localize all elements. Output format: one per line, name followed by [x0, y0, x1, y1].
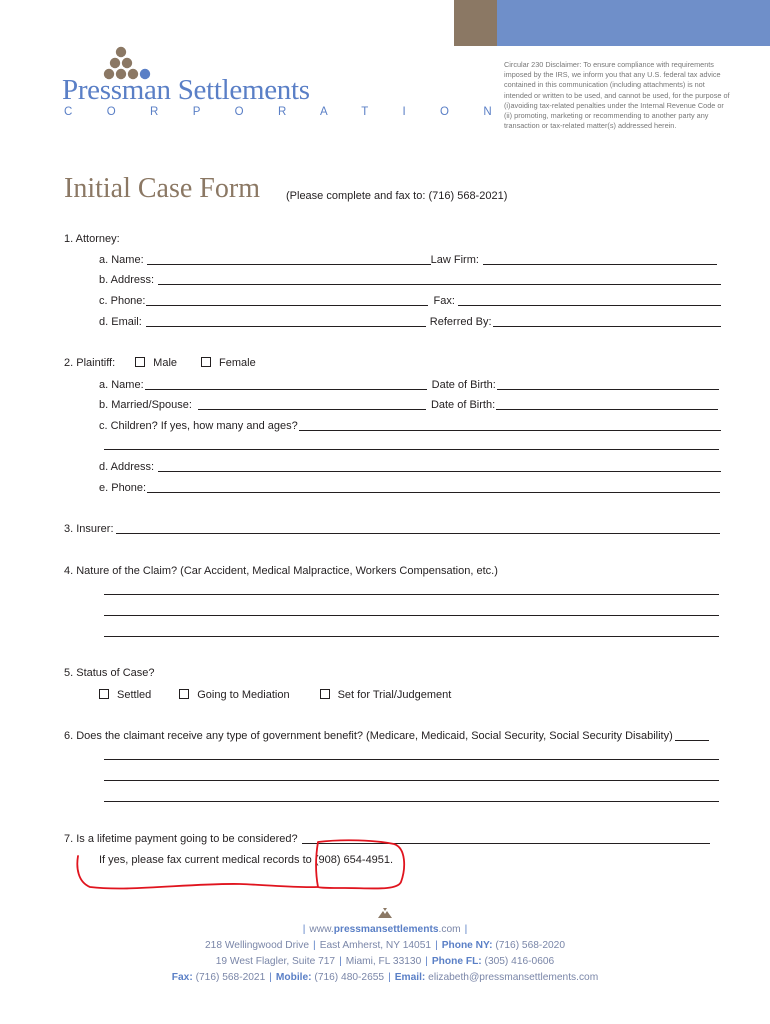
- footer-fax-label: Fax:: [171, 972, 193, 983]
- footer-mobile-label: Mobile:: [275, 972, 312, 983]
- plaintiff-spouse-row: [99, 397, 718, 411]
- plaintiff-dob-field[interactable]: [497, 378, 719, 390]
- attorney-name-label: a. Name:: [99, 254, 144, 266]
- trial-checkbox[interactable]: [320, 689, 330, 699]
- benefit-line-1[interactable]: [104, 759, 719, 760]
- plaintiff-name-row: [99, 377, 719, 391]
- plaintiff-children-label: c. Children? If yes, how many and ages?: [99, 420, 298, 432]
- plaintiff-spouse-dob-field[interactable]: [496, 398, 718, 410]
- mediation-label: Going to Mediation: [197, 689, 290, 701]
- attorney-email-label: d. Email:: [99, 316, 142, 328]
- status-options-row: [99, 687, 451, 701]
- red-annotation-mark: [70, 838, 410, 896]
- attorney-fax-label: Fax:: [433, 295, 455, 307]
- attorney-address-label: b. Address:: [99, 274, 155, 286]
- female-label: Female: [219, 357, 256, 369]
- benefit-label: 6. Does the claimant receive any type of government benefit? (Medicare, Medicaid, Social Security, Social Security Disability): [64, 730, 673, 742]
- lifetime-note: If yes, please fax current medical records to (908) 654-4951.: [99, 854, 394, 866]
- form-title: Initial Case Form: [64, 173, 260, 204]
- footer-fl-address: 19 West Flagler, Suite 717: [215, 956, 336, 967]
- footer-fl-phone: (305) 416-0606: [484, 956, 555, 967]
- footer-web-prefix: www.: [309, 924, 334, 935]
- attorney-email-field[interactable]: [146, 315, 426, 327]
- plaintiff-address-row: [99, 459, 721, 473]
- company-logo-name: Pressman Settlements: [62, 74, 310, 106]
- footer-ny-line: 218 Wellingwood Drive | East Amherst, NY 14051 | Phone NY: (716) 568-2020: [205, 940, 565, 951]
- female-checkbox[interactable]: [201, 357, 211, 367]
- plaintiff-spouse-dob-label: Date of Birth:: [430, 399, 496, 411]
- mediation-checkbox[interactable]: [179, 689, 189, 699]
- claim-line-1[interactable]: [104, 594, 719, 595]
- footer-logo-icon: [378, 908, 392, 918]
- plaintiff-address-field[interactable]: [158, 460, 721, 472]
- claim-line-2[interactable]: [104, 615, 719, 616]
- lifetime-label: 7. Is a lifetime payment going to be considered?: [64, 833, 298, 845]
- footer-fax: (716) 568-2021: [195, 972, 266, 983]
- benefit-field[interactable]: [675, 729, 709, 741]
- plaintiff-name-label: a. Name:: [99, 379, 144, 391]
- attorney-heading: 1. Attorney:: [64, 233, 120, 245]
- form-fax-note: (Please complete and fax to: (716) 568-2021): [286, 190, 508, 202]
- insurer-label: 3. Insurer:: [64, 523, 114, 535]
- settled-label: Settled: [117, 689, 152, 701]
- attorney-fax-field[interactable]: [458, 294, 721, 306]
- attorney-referred-label: Referred By:: [429, 316, 492, 328]
- attorney-address-row: [99, 272, 721, 286]
- disclaimer-text: Circular 230 Disclaimer: To ensure compliance with requirements imposed by the IRS, we inform you that any U.S. federal tax advice contained in this communication (including attachments) is not intended or written to be used, and cannot be used, for the purpose of (i)avoiding tax-related penalties under the Internal Revenue Code or (ii) promoting, marketing or recommending to another party any transaction or tax-related matter(s) addressed herein.: [504, 60, 730, 131]
- attorney-address-field[interactable]: [158, 273, 721, 285]
- status-heading: 5. Status of Case?: [64, 667, 155, 679]
- footer-web-bold[interactable]: pressmansettlements: [333, 924, 439, 935]
- plaintiff-children-row: [99, 418, 721, 432]
- footer-mobile: (716) 480-2655: [314, 972, 385, 983]
- footer-web-suffix: .com: [438, 924, 461, 935]
- claim-label: 4. Nature of the Claim? (Car Accident, Medical Malpractice, Workers Compensation, etc.): [64, 565, 498, 577]
- benefit-line-2[interactable]: [104, 780, 719, 781]
- benefit-row: [64, 728, 709, 742]
- attorney-phone-label: c. Phone:: [99, 295, 146, 307]
- plaintiff-heading: 2. Plaintiff:: [64, 357, 116, 369]
- plaintiff-spouse-label: b. Married/Spouse:: [99, 399, 192, 411]
- plaintiff-address-label: d. Address:: [99, 461, 155, 473]
- attorney-name-row: [99, 252, 717, 266]
- plaintiff-phone-row: [99, 480, 720, 494]
- footer-fl-phone-label: Phone FL:: [431, 956, 482, 967]
- footer-website: | www.pressmansettlements.com |: [302, 924, 468, 935]
- insurer-row: [64, 521, 720, 535]
- plaintiff-children-line-2[interactable]: [104, 449, 719, 450]
- plaintiff-phone-label: e. Phone:: [99, 482, 147, 494]
- header-accent-brown: [454, 0, 497, 46]
- attorney-phone-row: [99, 293, 721, 307]
- attorney-lawfirm-field[interactable]: [483, 253, 717, 265]
- settled-checkbox[interactable]: [99, 689, 109, 699]
- attorney-lawfirm-label: Law Firm:: [430, 254, 479, 266]
- plaintiff-dob-label: Date of Birth:: [431, 379, 496, 391]
- footer-fl-city: Miami, FL 33130: [345, 956, 422, 967]
- insurer-field[interactable]: [116, 522, 720, 534]
- plaintiff-name-field[interactable]: [145, 378, 427, 390]
- footer-ny-phone: (716) 568-2020: [495, 940, 565, 951]
- trial-label: Set for Trial/Judgement: [337, 689, 452, 701]
- footer-email[interactable]: elizabeth@pressmansettlements.com: [428, 972, 599, 983]
- benefit-line-3[interactable]: [104, 801, 719, 802]
- attorney-email-row: [99, 314, 721, 328]
- footer-email-label: Email:: [394, 972, 426, 983]
- attorney-name-field[interactable]: [147, 253, 431, 265]
- footer-ny-phone-label: Phone NY:: [441, 940, 493, 951]
- attorney-phone-field[interactable]: [146, 294, 428, 306]
- header-accent-blue: [497, 0, 770, 46]
- claim-line-3[interactable]: [104, 636, 719, 637]
- male-checkbox[interactable]: [135, 357, 145, 367]
- attorney-referred-field[interactable]: [493, 315, 721, 327]
- footer-fl-line: 19 West Flagler, Suite 717 | Miami, FL 33130 | Phone FL: (305) 416-0606: [215, 956, 555, 967]
- plaintiff-heading-row: [64, 355, 256, 369]
- company-logo-sub: C O R P O R A T I O N: [64, 106, 508, 118]
- footer-contact-line: Fax: (716) 568-2021 | Mobile: (716) 480-2655 | Email: elizabeth@pressmansettlements.com: [171, 972, 599, 983]
- plaintiff-spouse-field[interactable]: [198, 398, 426, 410]
- plaintiff-phone-field[interactable]: [147, 481, 720, 493]
- plaintiff-children-field[interactable]: [299, 419, 721, 431]
- footer-ny-city: East Amherst, NY 14051: [319, 940, 432, 951]
- male-label: Male: [153, 357, 178, 369]
- footer-ny-address: 218 Wellingwood Drive: [205, 940, 310, 951]
